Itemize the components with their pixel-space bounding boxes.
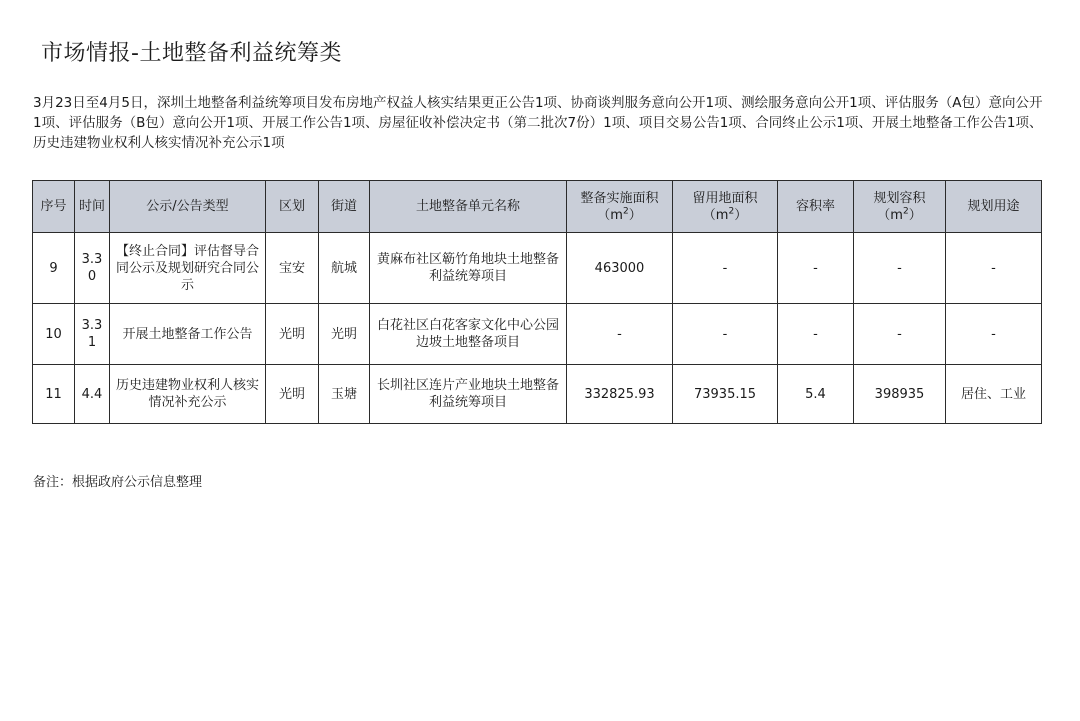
cell-usage: -	[946, 304, 1042, 365]
header-usage: 规划用途	[946, 181, 1042, 233]
header-area-unit-open: （m	[597, 207, 623, 223]
cell-street: 光明	[319, 304, 370, 365]
header-capacity-unit-sup: 2	[902, 206, 909, 217]
cell-far: -	[778, 233, 854, 304]
cell-time: 3.31	[75, 304, 110, 365]
cell-area: 463000	[567, 233, 673, 304]
header-time: 时间	[75, 181, 110, 233]
cell-type: 开展土地整备工作公告	[110, 304, 266, 365]
header-district: 区划	[266, 181, 319, 233]
cell-far: 5.4	[778, 365, 854, 424]
cell-street: 航城	[319, 233, 370, 304]
cell-unit-name: 黄麻布社区簕竹角地块土地整备利益统筹项目	[370, 233, 567, 304]
header-area-label: 整备实施面积	[580, 190, 659, 206]
cell-capacity: -	[854, 304, 946, 365]
header-far: 容积率	[778, 181, 854, 233]
header-reserved-area	[673, 181, 778, 233]
cell-reserved: -	[673, 304, 778, 365]
cell-far: -	[778, 304, 854, 365]
summary-paragraph: 3月23日至4月5日，深圳土地整备利益统筹项目发布房地产权益人核实结果更正公告1项、协商谈判服务意向公开1项、测绘服务意向公开1项、评估服务（A包）意向公开1项、评估服务（B包）意向公开1项、开展工作公告1项、房屋征收补偿决定书（第二批次7份）1项、项目交易公告1项、合同终止公示1项、开展土地整备工作公告1项、历史违建物业权利人核实情况补充公示1项	[33, 95, 1043, 151]
header-unit-name: 土地整备单元名称	[370, 181, 567, 233]
table-row	[33, 233, 1042, 304]
header-street: 街道	[319, 181, 370, 233]
land-prep-table	[32, 180, 1042, 424]
cell-unit-name: 白花社区白花客家文化中心公园边坡土地整备项目	[370, 304, 567, 365]
cell-district: 光明	[266, 304, 319, 365]
cell-reserved: 73935.15	[673, 365, 778, 424]
cell-type: 【终止合同】评估督导合同公示及规划研究合同公示	[110, 233, 266, 304]
cell-usage: -	[946, 233, 1042, 304]
header-type: 公示/公告类型	[110, 181, 266, 233]
page-title: 市场情报-土地整备利益统筹类	[41, 41, 342, 66]
cell-area: -	[567, 304, 673, 365]
header-seq: 序号	[33, 181, 75, 233]
header-reserved-label: 留用地面积	[692, 190, 758, 206]
cell-district: 宝安	[266, 233, 319, 304]
cell-time: 3.30	[75, 233, 110, 304]
cell-capacity: 398935	[854, 365, 946, 424]
cell-district: 光明	[266, 365, 319, 424]
header-capacity-unit-open: （m	[877, 207, 903, 223]
cell-seq: 10	[33, 304, 75, 365]
table-header-row	[33, 181, 1042, 233]
cell-time: 4.4	[75, 365, 110, 424]
header-capacity-unit-close: ）	[908, 207, 922, 223]
table-row	[33, 304, 1042, 365]
cell-unit-name: 长圳社区连片产业地块土地整备利益统筹项目	[370, 365, 567, 424]
cell-seq: 9	[33, 233, 75, 304]
cell-usage: 居住、工业	[946, 365, 1042, 424]
header-capacity-label: 规划容积	[873, 190, 926, 206]
header-area-unit-close: ）	[628, 207, 642, 223]
cell-area: 332825.93	[567, 365, 673, 424]
header-area-unit-sup: 2	[622, 206, 629, 217]
header-planned-capacity	[854, 181, 946, 233]
cell-type: 历史违建物业权利人核实情况补充公示	[110, 365, 266, 424]
cell-street: 玉塘	[319, 365, 370, 424]
footnote: 备注：根据政府公示信息整理	[33, 475, 203, 490]
header-reserved-unit-close: ）	[734, 207, 748, 223]
cell-capacity: -	[854, 233, 946, 304]
table-row	[33, 365, 1042, 424]
cell-reserved: -	[673, 233, 778, 304]
cell-seq: 11	[33, 365, 75, 424]
header-reserved-unit-open: （m	[702, 207, 729, 223]
header-reserved-unit-sup: 2	[728, 206, 735, 217]
header-implementation-area	[567, 181, 673, 233]
